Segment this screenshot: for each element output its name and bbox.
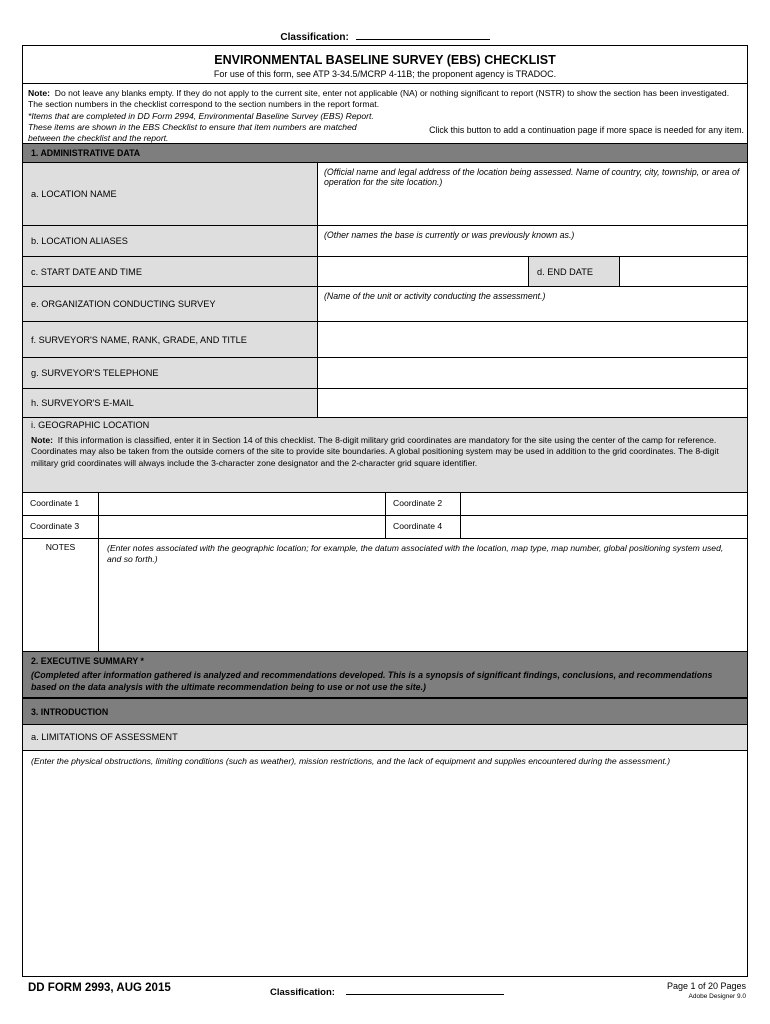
section-2-title: 2. EXECUTIVE SUMMARY * [31, 656, 144, 666]
surveyor-email-field[interactable] [318, 389, 747, 418]
bottom-classification-field[interactable] [346, 984, 504, 995]
location-name-field[interactable] [318, 163, 747, 226]
bottom-classification [270, 984, 504, 998]
notes-field[interactable] [99, 539, 747, 651]
classification-label: Classification: [280, 32, 349, 43]
coordinate-1-field[interactable] [99, 493, 386, 516]
bottom-classification-label: Classification: [270, 987, 335, 998]
form-title: ENVIRONMENTAL BASELINE SURVEY (EBS) CHECKLIST [214, 53, 556, 67]
page-number: Page 1 of 20 Pages [666, 981, 746, 991]
notes-label: NOTES [23, 539, 99, 651]
location-name-hint: (Official name and legal address of the location being assessed. Name of country, city, township, or area of operation for the site location.) [324, 167, 740, 187]
location-aliases-field[interactable] [318, 226, 747, 257]
surveyor-telephone-field[interactable] [318, 358, 747, 389]
classification-field[interactable] [356, 30, 490, 40]
limitations-label: a. LIMITATIONS OF ASSESSMENT [23, 725, 747, 751]
form-header [22, 45, 748, 84]
geo-note-label: Note: [31, 435, 53, 445]
end-date-label: d. END DATE [529, 257, 620, 287]
geo-note-text: If this information is classified, enter it in Section 14 of this checklist. The 8-digit military grid coordinates are mandatory for the site using the center of the camp for reference. Coordinates may also be taken from the outside corners of the site to provide site boundaries. A global positioning system may be used in addition to the grid coordinates. The 8-digit military grid coordinates will always include the 3-character zone designator and the 2-character grid square identifier. [31, 435, 719, 468]
page-info [667, 981, 746, 1000]
instructions-note [28, 88, 744, 144]
coordinate-4-label: Coordinate 4 [386, 516, 461, 539]
start-date-field[interactable] [318, 257, 529, 287]
start-date-label: c. START DATE AND TIME [23, 257, 318, 287]
note-text: Do not leave any blanks empty. If they do not apply to the current site, enter not applicable (NA) or nothing significant to report (NSTR) to show the section has been investigated. The section numbers in the checklist correspond to the section numbers in the report format. [28, 88, 730, 110]
coordinate-3-label: Coordinate 3 [23, 516, 99, 539]
coordinate-2-field[interactable] [461, 493, 747, 516]
limitations-field[interactable] [23, 751, 747, 976]
coordinate-1-label: Coordinate 1 [23, 493, 99, 516]
form-subtitle: For use of this form, see ATP 3-34.5/MCRP 4-11B; the proponent agency is TRADOC. [213, 69, 557, 79]
note-italic: *Items that are completed in DD Form 2994, Environmental Baseline Survey (EBS) Report. These items are shown in the EBS Checklist to ensure that item numbers are matched between the checklist and the report. [28, 110, 374, 144]
surveyor-email-label: h. SURVEYOR'S E-MAIL [23, 389, 318, 418]
note-label: Note: [28, 88, 50, 98]
geographic-location-label: i. GEOGRAPHIC LOCATION [31, 420, 150, 430]
location-aliases-hint: (Other names the base is currently or was previously known as.) [324, 230, 575, 240]
geographic-note [23, 430, 747, 469]
location-name-label: a. LOCATION NAME [23, 163, 318, 226]
add-continuation-page-button[interactable]: Click this button to add a continuation page if more space is needed for any item. [429, 125, 744, 135]
organization-label: e. ORGANIZATION CONDUCTING SURVEY [23, 287, 318, 322]
limitations-hint: (Enter the physical obstructions, limiting conditions (such as weather), mission restrictions, and the lack of equipment and supplies encountered during the assessment.) [31, 756, 671, 766]
coordinate-2-label: Coordinate 2 [386, 493, 461, 516]
geographic-location-block [23, 418, 747, 493]
section-2-description: (Completed after information gathered is analyzed and recommendations developed. This is a synopsis of significant findings, conclusions, and recommendations based on the data analysis with the ultimate recommendation being to use or not use the site.) [31, 670, 713, 692]
designer-version: Adobe Designer 9.0 [688, 993, 746, 1000]
form-id: DD FORM 2993, AUG 2015 [28, 982, 171, 994]
section-3-header: 3. INTRODUCTION [23, 698, 747, 725]
section-1-header: 1. ADMINISTRATIVE DATA [23, 143, 747, 163]
notes-hint: (Enter notes associated with the geographic location; for example, the datum associated with the location, map type, map number, global positioning system used, and so forth.) [107, 543, 724, 564]
top-classification [0, 30, 770, 43]
coordinate-3-field[interactable] [99, 516, 386, 539]
end-date-field[interactable] [620, 257, 747, 287]
location-aliases-label: b. LOCATION ALIASES [23, 226, 318, 257]
surveyor-name-field[interactable] [318, 322, 747, 358]
surveyor-telephone-label: g. SURVEYOR'S TELEPHONE [23, 358, 318, 389]
surveyor-name-label: f. SURVEYOR'S NAME, RANK, GRADE, AND TITLE [23, 322, 318, 358]
coordinate-4-field[interactable] [461, 516, 747, 539]
section-2-header [23, 651, 747, 698]
organization-hint: (Name of the unit or activity conducting the assessment.) [324, 291, 546, 301]
organization-field[interactable] [318, 287, 747, 322]
